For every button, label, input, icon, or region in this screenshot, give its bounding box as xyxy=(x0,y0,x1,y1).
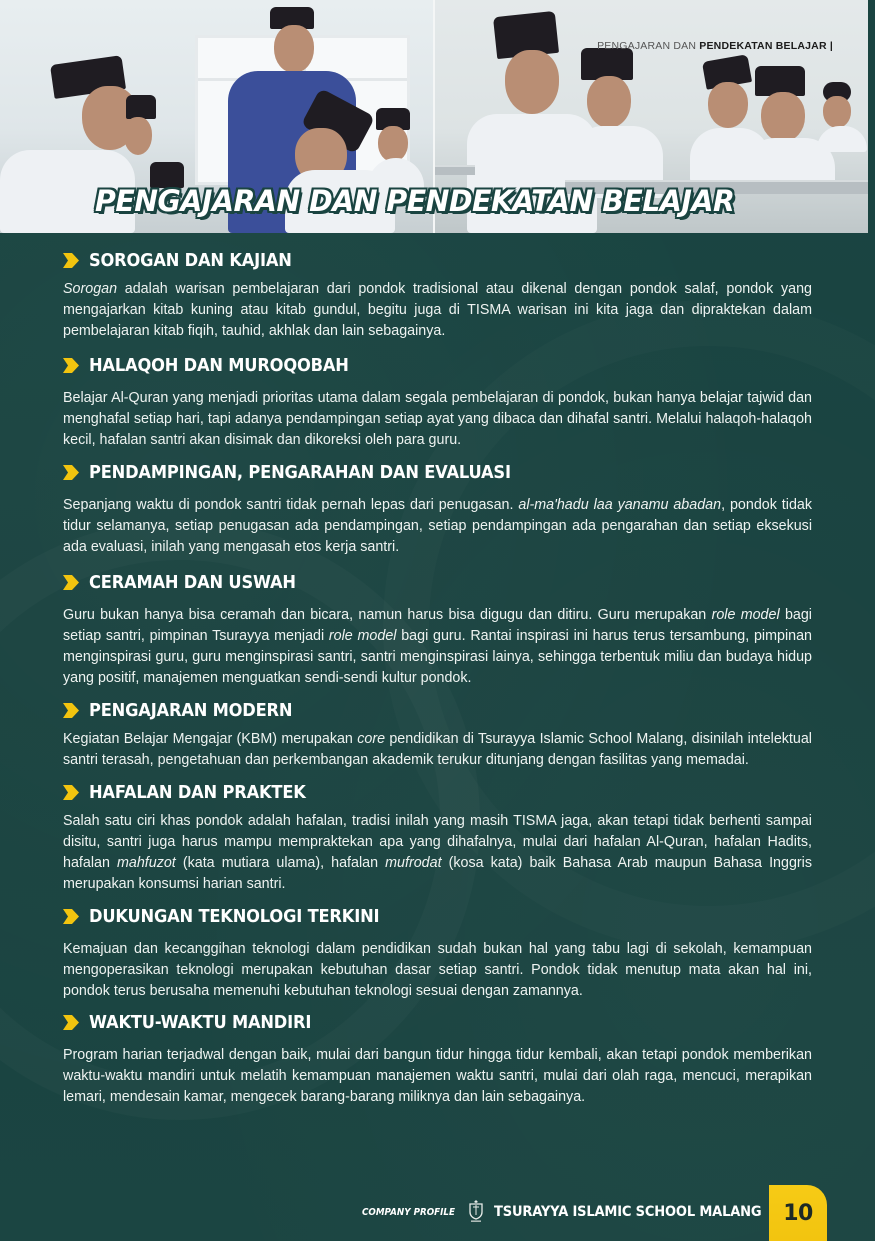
hero-banner xyxy=(0,0,875,233)
page-footer xyxy=(0,1185,875,1241)
page-number-tab xyxy=(769,1185,827,1241)
chevron-right-icon xyxy=(63,465,79,480)
section-title: PENGAJARAN MODERN xyxy=(89,700,293,721)
body-italic: mahfuzot xyxy=(116,855,176,871)
page-title: PENGAJARAN DAN PENDEKATAN BELAJAR xyxy=(95,184,735,218)
body-text: adalah warisan pembelajaran dari pondok tradisional atau dikenal dengan pondok salaf, pondok yang mengajarkan kitab kuning atau kitab gundul, begitu juga di TISMA warisan ini kita jaga dan dipraktekan dalam pembelajaran kitab fiqih, tauhid, akhlak dan lain sebagainya. xyxy=(63,281,812,339)
section-heading xyxy=(63,247,812,274)
school-crest-icon xyxy=(467,1199,485,1223)
body-text: bagi guru. Rantai inspirasi ini harus terus tersambung, pimpinan menginspirasi guru, guru menginspirasi santri, santri menginspirasi lainya, sehingga terbentuk miliu dan budaya hidup yang positif, manajemen menguatkan sendi-sendi kultur pondok. xyxy=(63,628,812,686)
section-title: HALAQOH DAN MUROQOBAH xyxy=(89,355,349,376)
section-title: HAFALAN DAN PRAKTEK xyxy=(89,782,306,803)
section-body xyxy=(63,811,812,895)
chevron-right-icon xyxy=(63,1015,79,1030)
school-name: TSURAYYA ISLAMIC SCHOOL MALANG xyxy=(494,1204,762,1220)
body-italic: role model xyxy=(328,628,397,644)
section-heading xyxy=(63,352,812,379)
section-body xyxy=(63,605,812,689)
running-header-light: PENGAJARAN DAN xyxy=(597,40,700,52)
photo-edge xyxy=(868,0,875,233)
chevron-right-icon xyxy=(63,703,79,718)
section-heading xyxy=(63,1009,812,1036)
section-title: WAKTU-WAKTU MANDIRI xyxy=(89,1012,312,1033)
section-body xyxy=(63,1045,812,1108)
body-text: Belajar Al-Quran yang menjadi prioritas utama dalam segala pembelajaran di pondok, bukan hanya belajar tajwid dan menghafal setiap hari, tapi adanya pendampingan setiap ayat yang dibaca dan dihafal santri. Melalui halaqoh-halaqoh kecil, hafalan santri akan disimak dan dikoreksi oleh para guru. xyxy=(63,390,812,448)
section-heading xyxy=(63,459,812,486)
body-italic: role model xyxy=(711,607,780,623)
chevron-right-icon xyxy=(63,909,79,924)
section-body xyxy=(63,279,812,342)
section-halaqoh xyxy=(63,352,812,451)
body-text: bagi setiap santri, pimpinan Tsurayya menjadi xyxy=(63,607,812,644)
running-header xyxy=(597,40,833,52)
body-text: Sepanjang waktu di pondok santri tidak pernah lepas dari penugasan. xyxy=(63,497,519,513)
section-heading xyxy=(63,697,812,724)
section-body xyxy=(63,939,812,1002)
footer-label: COMPANY PROFILE xyxy=(362,1207,455,1218)
section-body xyxy=(63,495,812,558)
chevron-right-icon xyxy=(63,358,79,373)
content-area xyxy=(63,247,812,1108)
chevron-right-icon xyxy=(63,253,79,268)
body-text: Kegiatan Belajar Mengajar (KBM) merupakan xyxy=(63,731,358,747)
body-italic: mufrodat xyxy=(385,855,442,871)
section-sorogan xyxy=(63,247,812,342)
body-text: Kemajuan dan kecanggihan teknologi dalam pendidikan sudah bukan hal yang tabu lagi di sekolah, kemampuan mengoperasikan teknologi merupakan kebutuhan dasar setiap santri. Pondok tidak menutup mata akan hal ini, pondok terus berusaha memenuhi kebutuhan teknologi sesuai dengan zamannya. xyxy=(63,941,812,999)
section-heading xyxy=(63,779,812,806)
section-waktu-mandiri xyxy=(63,1009,812,1108)
section-teknologi xyxy=(63,903,812,1002)
section-body xyxy=(63,388,812,451)
body-text: Salah satu ciri khas pondok adalah hafalan, tradisi inilah yang masih TISMA jaga, akan tetapi tidak berhenti sampai disitu, santri juga harus mampu mempraktekan apa yang dihafalnya, mulai dari hafalan Al-Quran, hafalan Hadits, hafalan xyxy=(63,813,812,871)
body-italic: al-ma'hadu laa yanamu abadan xyxy=(518,497,722,513)
page-number: 10 xyxy=(783,1200,813,1226)
chevron-right-icon xyxy=(63,785,79,800)
body-text: , pondok tidak tidur selamanya, setiap penugasan ada pendampingan, setiap pendampingan ada pengarahan dan setiap eksekusi ada evaluasi, inilah yang mengasah etos kerja santri. xyxy=(63,497,812,555)
body-text: Guru bukan hanya bisa ceramah dan bicara, namun harus bisa digugu dan ditiru. Guru merupakan xyxy=(63,607,712,623)
section-title: CERAMAH DAN USWAH xyxy=(89,572,296,593)
desk-decor xyxy=(435,165,475,175)
section-pengajaran-modern xyxy=(63,697,812,771)
student-figure xyxy=(573,48,663,198)
body-text: Program harian terjadwal dengan baik, mulai dari bangun tidur hingga tidur kembali, akan tetapi pondok memberikan waktu-waktu mandiri untuk melatih kemampuan manajemen waktu santri, mulai dari olah raga, mencuci, merapikan lemari, mendesain kamar, mengecek barang-barang miliknya dan lain sebagainya. xyxy=(63,1047,812,1105)
chevron-right-icon xyxy=(63,575,79,590)
body-italic: core xyxy=(357,731,386,747)
section-ceramah xyxy=(63,569,812,689)
body-text: pendidikan di Tsurayya Islamic School Malang, disinilah intelektual santri terasah, pengetahuan dan perkembangan akademik terukur ditunjang dengan fasilitas yang memadai. xyxy=(63,731,812,768)
body-text: (kosa kata) baik Bahasa Arab maupun Bahasa Inggris merupakan konsumsi harian santri. xyxy=(63,855,812,892)
body-italic: Sorogan xyxy=(63,281,118,297)
section-body xyxy=(63,729,812,771)
student-figure xyxy=(817,82,867,152)
section-title: PENDAMPINGAN, PENGARAHAN DAN EVALUASI xyxy=(89,462,511,483)
section-pendampingan xyxy=(63,459,812,558)
section-heading xyxy=(63,569,812,596)
section-title: DUKUNGAN TEKNOLOGI TERKINI xyxy=(89,906,380,927)
running-header-bold: PENDEKATAN BELAJAR | xyxy=(699,40,833,52)
section-hafalan xyxy=(63,779,812,895)
body-text: (kata mutiara ulama), hafalan xyxy=(175,855,386,871)
section-title: SOROGAN DAN KAJIAN xyxy=(89,250,292,271)
section-heading xyxy=(63,903,812,930)
